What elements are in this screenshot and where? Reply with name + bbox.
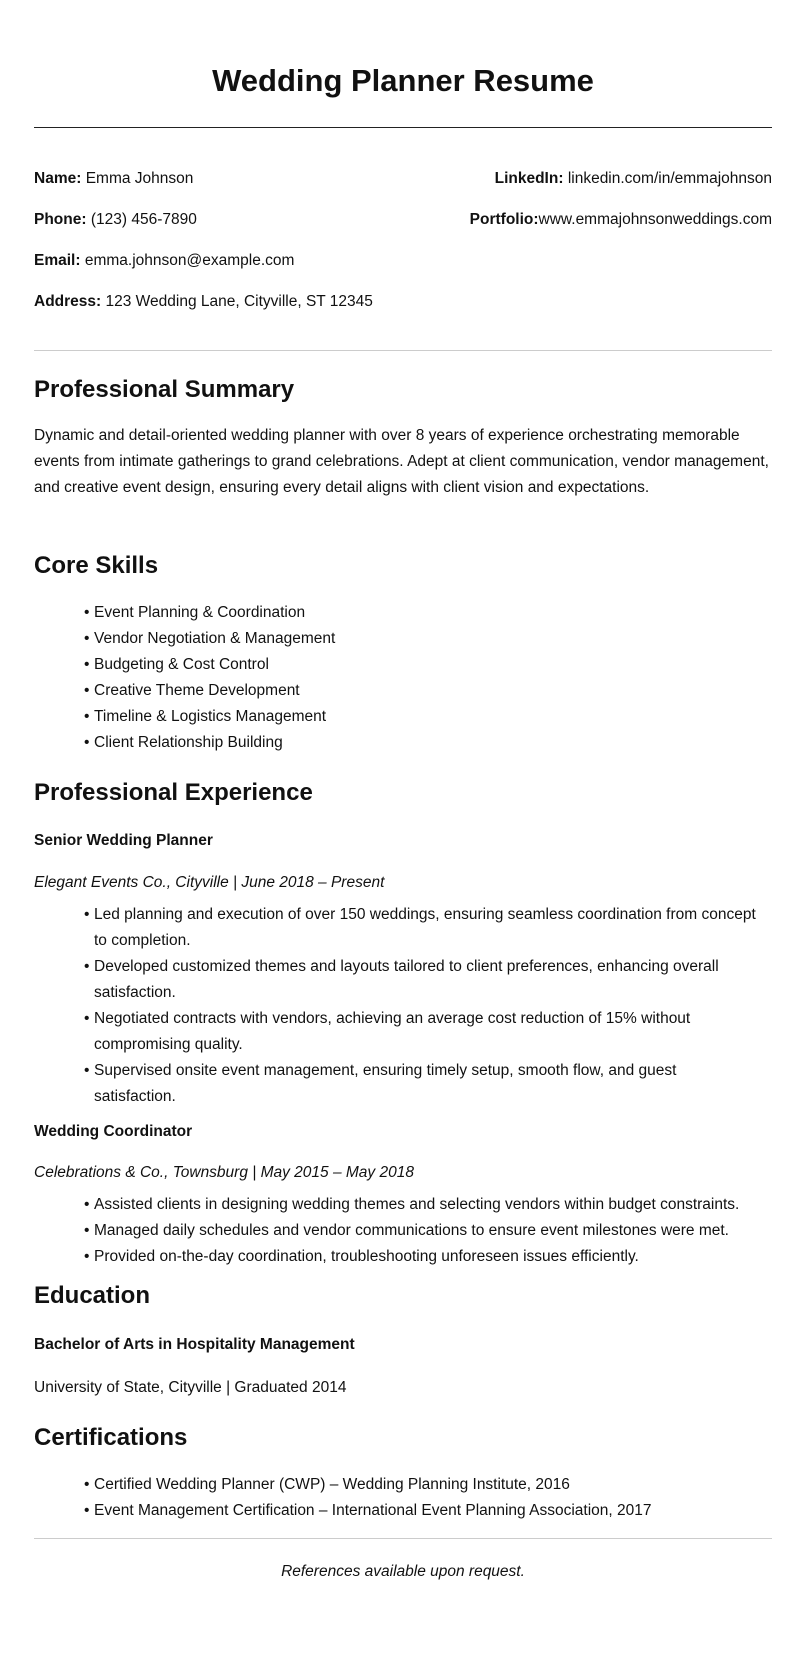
list-item: • Led planning and execution of over 150 weddings, ensuring seamless coordination from concept to completion. — [84, 902, 762, 954]
school: University of State, Cityville | Graduated 2014 — [34, 1379, 347, 1396]
contact-name: Name: Emma Johnson — [34, 170, 194, 187]
list-item: • Certified Wedding Planner (CWP) – Wedding Planning Institute, 2016 — [84, 1472, 772, 1498]
job-bullets — [84, 1192, 772, 1270]
contact-email: Email: emma.johnson@example.com — [34, 252, 295, 269]
certifications-list — [84, 1472, 772, 1524]
contact-phone: Phone: (123) 456-7890 — [34, 211, 197, 228]
education-heading: Education — [34, 1282, 151, 1309]
list-item: • Event Management Certification – International Event Planning Association, 2017 — [84, 1498, 772, 1524]
list-item: • Event Planning & Coordination — [84, 600, 772, 626]
list-item: • Assisted clients in designing wedding themes and selecting vendors within budget constraints. — [84, 1192, 772, 1218]
summary-heading: Professional Summary — [34, 376, 295, 403]
summary-text: Dynamic and detail-oriented wedding planner with over 8 years of experience orchestrating memorable events from intimate gatherings to grand celebrations. Adept at client communication, vendor management, and creative event design, ensuring every detail aligns with client vision and expectations. — [34, 427, 769, 496]
list-item: • Managed daily schedules and vendor communications to ensure event milestones were met. — [84, 1218, 772, 1244]
footer-note: References available upon request. — [281, 1563, 525, 1580]
contact-address: Address: 123 Wedding Lane, Cityville, ST 12345 — [34, 293, 373, 310]
certifications-heading: Certifications — [34, 1424, 188, 1451]
skills-heading: Core Skills — [34, 552, 159, 579]
degree: Bachelor of Arts in Hospitality Management — [34, 1336, 355, 1353]
list-item: • Vendor Negotiation & Management — [84, 626, 772, 652]
contact-row-2 — [34, 210, 772, 230]
experience-heading: Professional Experience — [34, 779, 313, 806]
job-title: Senior Wedding Planner — [34, 832, 213, 849]
list-item: • Developed customized themes and layouts tailored to client preferences, enhancing overall satisfaction. — [84, 954, 762, 1006]
title-divider — [34, 127, 772, 128]
skills-list — [84, 600, 772, 756]
contact-linkedin: LinkedIn: linkedin.com/in/emmajohnson — [494, 170, 772, 187]
list-item: • Provided on-the-day coordination, troubleshooting unforeseen issues efficiently. — [84, 1244, 772, 1270]
footer-divider — [34, 1538, 772, 1539]
contact-row-4 — [34, 292, 772, 312]
job-meta: Elegant Events Co., Cityville | June 2018 – Present — [34, 874, 385, 891]
list-item: • Negotiated contracts with vendors, achieving an average cost reduction of 15% without compromising quality. — [84, 1006, 762, 1058]
list-item: • Creative Theme Development — [84, 678, 772, 704]
contact-divider — [34, 350, 772, 351]
job-meta: Celebrations & Co., Townsburg | May 2015 – May 2018 — [34, 1164, 414, 1181]
list-item: • Budgeting & Cost Control — [84, 652, 772, 678]
page-title: Wedding Planner Resume — [212, 63, 594, 98]
job-bullets — [84, 902, 762, 1110]
list-item: • Supervised onsite event management, ensuring timely setup, smooth flow, and guest satisfaction. — [84, 1058, 762, 1110]
contact-row-1 — [34, 169, 772, 189]
list-item: • Client Relationship Building — [84, 730, 772, 756]
list-item: • Timeline & Logistics Management — [84, 704, 772, 730]
job-title: Wedding Coordinator — [34, 1123, 193, 1140]
contact-portfolio: Portfolio:www.emmajohnsonweddings.com — [469, 211, 772, 228]
contact-row-3 — [34, 251, 772, 271]
